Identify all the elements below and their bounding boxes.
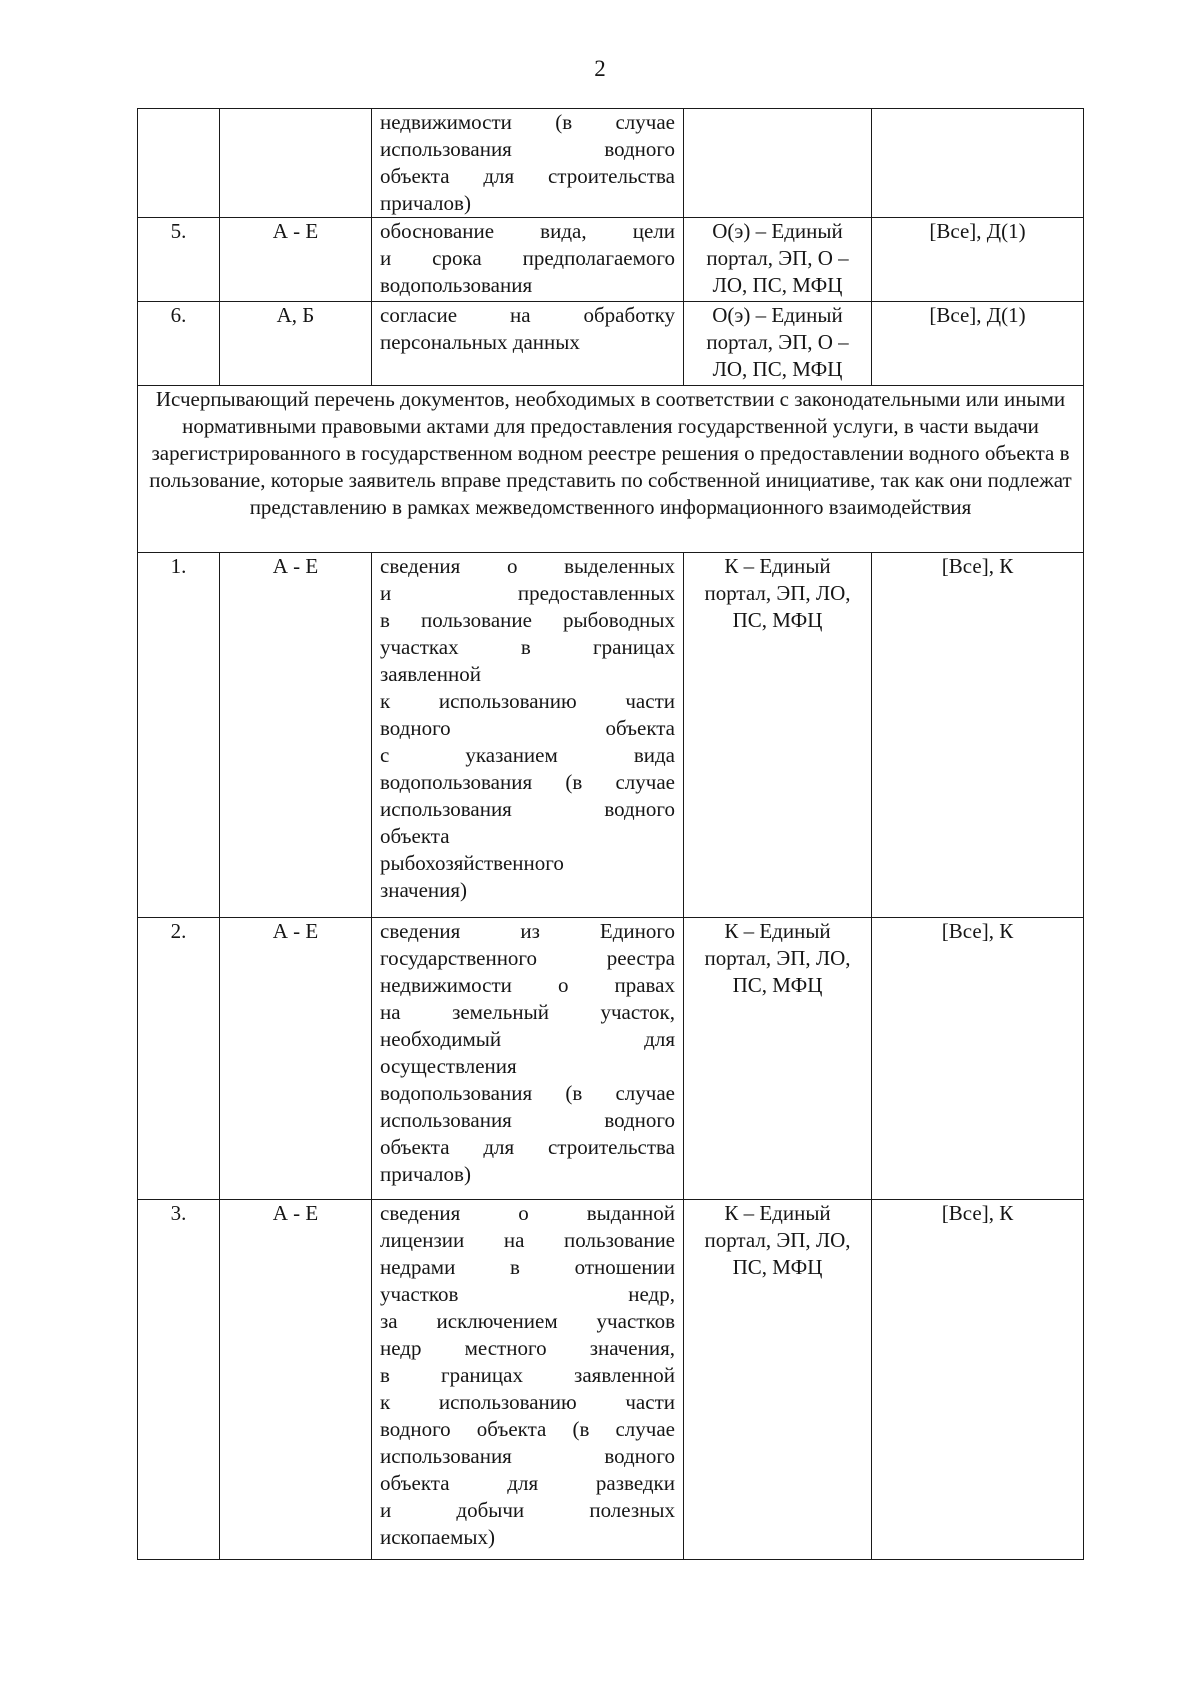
document-line: объекта [380, 824, 450, 848]
applicants: А - Е [220, 1200, 372, 1560]
document-line: водного объекта [380, 716, 675, 740]
documents-table [137, 108, 1084, 1560]
document-line: за исключением участков [380, 1309, 675, 1333]
document-line: в пользование рыбоводных [380, 608, 675, 632]
document-line: согласие на обработку [380, 303, 675, 327]
document-line: недвижимости (в случае [380, 110, 675, 134]
document-line: причалов) [380, 1162, 471, 1186]
form-cell [872, 109, 1084, 218]
submission-channels: К – Единый портал, ЭП, ЛО, ПС, МФЦ [684, 553, 872, 918]
document-line: использования водного [380, 797, 675, 821]
page-number: 2 [594, 56, 606, 81]
table-row [138, 218, 1084, 302]
channels-cell [684, 109, 872, 218]
row-number: 3. [138, 1200, 220, 1560]
document-cell [372, 109, 684, 218]
document-line: водного объекта (в случае [380, 1417, 675, 1441]
document-line: объекта для строительства [380, 1135, 675, 1159]
document-line: водопользования [380, 273, 533, 297]
document-line: использования водного [380, 1444, 675, 1468]
row-number-cell [138, 109, 220, 218]
applicants-cell [220, 109, 372, 218]
document-line: с указанием вида [380, 743, 675, 767]
table-row-continuation [138, 109, 1084, 218]
document-cell [372, 1200, 684, 1560]
document-line: лицензии на пользование [380, 1228, 675, 1252]
document-form: [Все], К [872, 553, 1084, 918]
document-line: сведения из Единого [380, 919, 675, 943]
document-line: участков недр, [380, 1282, 675, 1306]
document-form: [Все], Д(1) [872, 218, 1084, 302]
document-line: и срока предполагаемого [380, 246, 675, 270]
document-line: участках в границах [380, 635, 675, 659]
document-line: объекта для разведки [380, 1471, 675, 1495]
document-line: значения) [380, 878, 468, 902]
document-line: ископаемых) [380, 1525, 495, 1549]
document-cell [372, 918, 684, 1200]
table-row [138, 302, 1084, 386]
section-heading-row [138, 386, 1084, 553]
document-line: государственного реестра [380, 946, 675, 970]
row-number: 5. [138, 218, 220, 302]
applicants: А, Б [220, 302, 372, 386]
document-line: водопользования (в случае [380, 770, 675, 794]
applicants: А - Е [220, 553, 372, 918]
document-line: к использованию части [380, 689, 675, 713]
document-line: заявленной [380, 662, 481, 686]
section-heading: Исчерпывающий перечень документов, необходимых в соответствии с законодательными или иными нормативными правовыми актами для предоставления государственной услуги, в части выдачи зарегистрированного в государственном водном реестре решения о предоставлении водного объекта в пользование, которые заявитель вправе представить по собственной инициативе, так как они подлежат представлению в рамках межведомственного информационного взаимодействия [138, 386, 1084, 553]
document-form: [Все], К [872, 918, 1084, 1200]
submission-channels: К – Единый портал, ЭП, ЛО, ПС, МФЦ [684, 1200, 872, 1560]
document-line: недрами в отношении [380, 1255, 675, 1279]
document-line: на земельный участок, [380, 1000, 675, 1024]
document-line: к использованию части [380, 1390, 675, 1414]
submission-channels: О(э) – Единый портал, ЭП, О – ЛО, ПС, МФЦ [684, 218, 872, 302]
table-row [138, 1200, 1084, 1560]
document-line: рыбохозяйственного [380, 851, 564, 875]
document-line: персональных данных [380, 330, 580, 354]
table-row [138, 553, 1084, 918]
document-form: [Все], Д(1) [872, 302, 1084, 386]
document-line: использования водного [380, 1108, 675, 1132]
document-line: обоснование вида, цели [380, 219, 675, 243]
document-line: использования водного [380, 137, 675, 161]
document-line: и предоставленных [380, 581, 675, 605]
document-cell [372, 302, 684, 386]
submission-channels: К – Единый портал, ЭП, ЛО, ПС, МФЦ [684, 918, 872, 1200]
document-line: в границах заявленной [380, 1363, 675, 1387]
document-line: водопользования (в случае [380, 1081, 675, 1105]
document-cell [372, 218, 684, 302]
document-line: недр местного значения, [380, 1336, 675, 1360]
document-form: [Все], К [872, 1200, 1084, 1560]
table-row [138, 918, 1084, 1200]
document-line: осуществления [380, 1054, 517, 1078]
document-line: причалов) [380, 191, 471, 215]
document-line: и добычи полезных [380, 1498, 675, 1522]
document-line: недвижимости о правах [380, 973, 675, 997]
document-line: сведения о выделенных [380, 554, 675, 578]
applicants: А - Е [220, 918, 372, 1200]
applicants: А - Е [220, 218, 372, 302]
document-cell [372, 553, 684, 918]
document-line: объекта для строительства [380, 164, 675, 188]
document-line: необходимый для [380, 1027, 675, 1051]
row-number: 6. [138, 302, 220, 386]
document-line: сведения о выданной [380, 1201, 675, 1225]
submission-channels: О(э) – Единый портал, ЭП, О – ЛО, ПС, МФЦ [684, 302, 872, 386]
row-number: 2. [138, 918, 220, 1200]
row-number: 1. [138, 553, 220, 918]
